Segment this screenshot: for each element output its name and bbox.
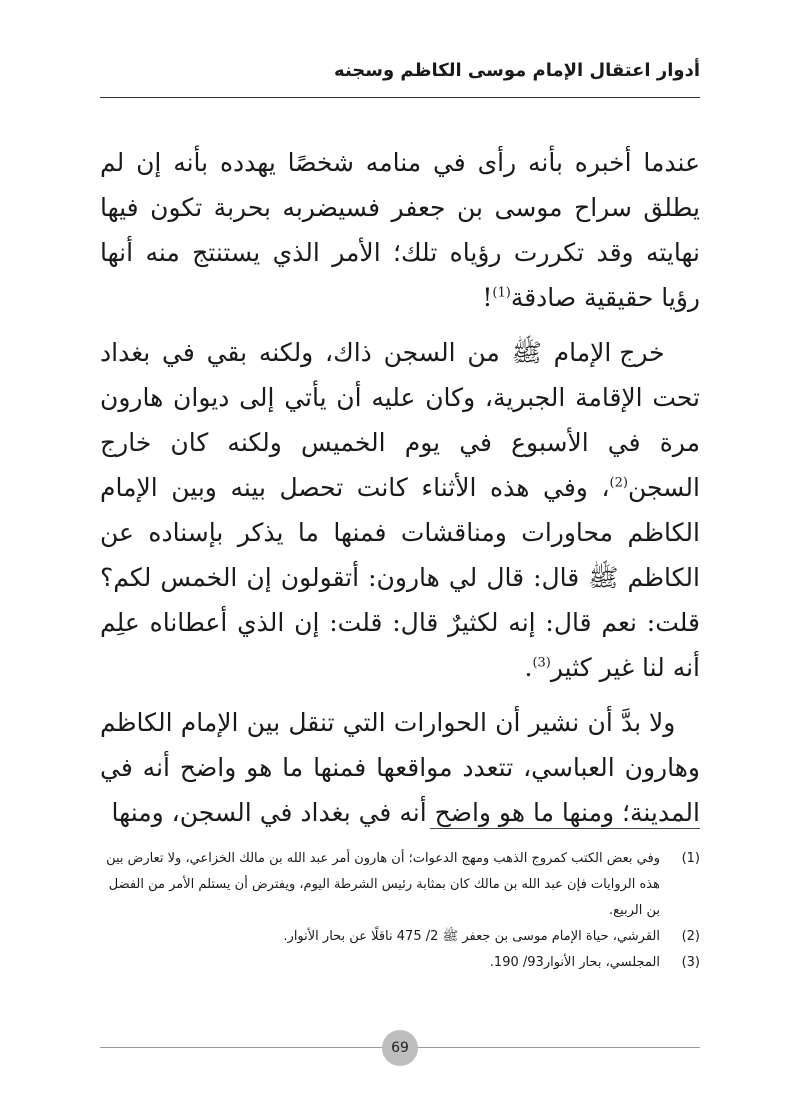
footnote-number: (2)	[681, 929, 700, 944]
footnote-3	[100, 950, 700, 976]
running-header	[100, 60, 700, 82]
footnote-text: وفي بعض الكتب كمروج الذهب ومهج الدعوات؛ أن هارون أمر عبد الله بن مالك الخزاعي، ولا تعارض بين هذه الروايات فإن عبد الله بن مالك كان بمثابة رئيس الشرطة اليوم، ويفترض أن يستلم الأمر من الفضل بن الربيع.	[106, 851, 660, 918]
paragraph-1-tail: !	[482, 283, 493, 312]
paragraph-2-tail: .	[524, 653, 533, 682]
footnote-divider	[430, 828, 700, 829]
paragraph-1	[100, 140, 700, 320]
footnote-2	[100, 924, 700, 950]
footnote-ref-1[interactable]: (1)	[492, 285, 511, 301]
page-number-badge	[382, 1030, 418, 1066]
footnote-number: (1)	[681, 851, 700, 866]
paragraph-2	[100, 330, 700, 690]
paragraph-3	[100, 700, 700, 835]
footnote-ref-3[interactable]: (3)	[532, 655, 551, 671]
page-footer	[100, 1030, 700, 1066]
paragraph-2-text-a: خرج الإمام ﷺ من السجن ذاك، ولكنه بقي في بغداد تحت الإقامة الجبرية، وكان عليه أن يأتي إلى ديوان هارون مرة في الأسبوع في يوم الخميس ولكنه كان خارج السجن	[100, 338, 700, 502]
footnote-1	[100, 846, 700, 924]
page-number: 69	[391, 1040, 409, 1056]
paragraph-2-text-b: ، وفي هذه الأثناء كانت تحصل بينه وبين الإمام الكاظم محاورات ومناقشات فمنها ما يذكر بإسناده عن الكاظم ﷺ قال: قال لي هارون: أتقولون إن الخمس لكم؟ قلت: نعم قال: إنه لكثيرٌ قال: قلت: إن الذي أعطاناه علِم أنه لنا غير كثير	[100, 473, 700, 682]
footnote-number: (3)	[681, 955, 700, 970]
footnote-ref-2[interactable]: (2)	[609, 475, 628, 491]
footnotes	[100, 846, 700, 976]
main-text	[100, 140, 700, 845]
footnote-text: المجلسي، بحار الأنوار93/ 190.	[489, 955, 660, 970]
paragraph-1-text: عندما أخبره بأنه رأى في منامه شخصًا يهدده بأنه إن لم يطلق سراح موسى بن جعفر فسيضربه بحربة تكون فيها نهايته وقد تكررت رؤياه تلك؛ الأمر الذي يستنتج منه أنها رؤيا حقيقية صادقة	[100, 148, 700, 312]
paragraph-3-text: ولا بدَّ أن نشير أن الحوارات التي تنقل بين الإمام الكاظم وهارون العباسي، تتعدد مواقعها فمنها ما هو واضح أنه في المدينة؛ ومنها ما هو واضح أنه في بغداد في السجن، ومنها	[100, 708, 700, 827]
running-header-title: أدوار اعتقال الإمام موسى الكاظم وسجنه	[334, 60, 700, 81]
header-divider	[100, 97, 700, 98]
footnote-text: القرشي، حياة الإمام موسى بن جعفر ﷺ 2/ 475 ناقلًا عن بحار الأنوار.	[283, 929, 660, 944]
